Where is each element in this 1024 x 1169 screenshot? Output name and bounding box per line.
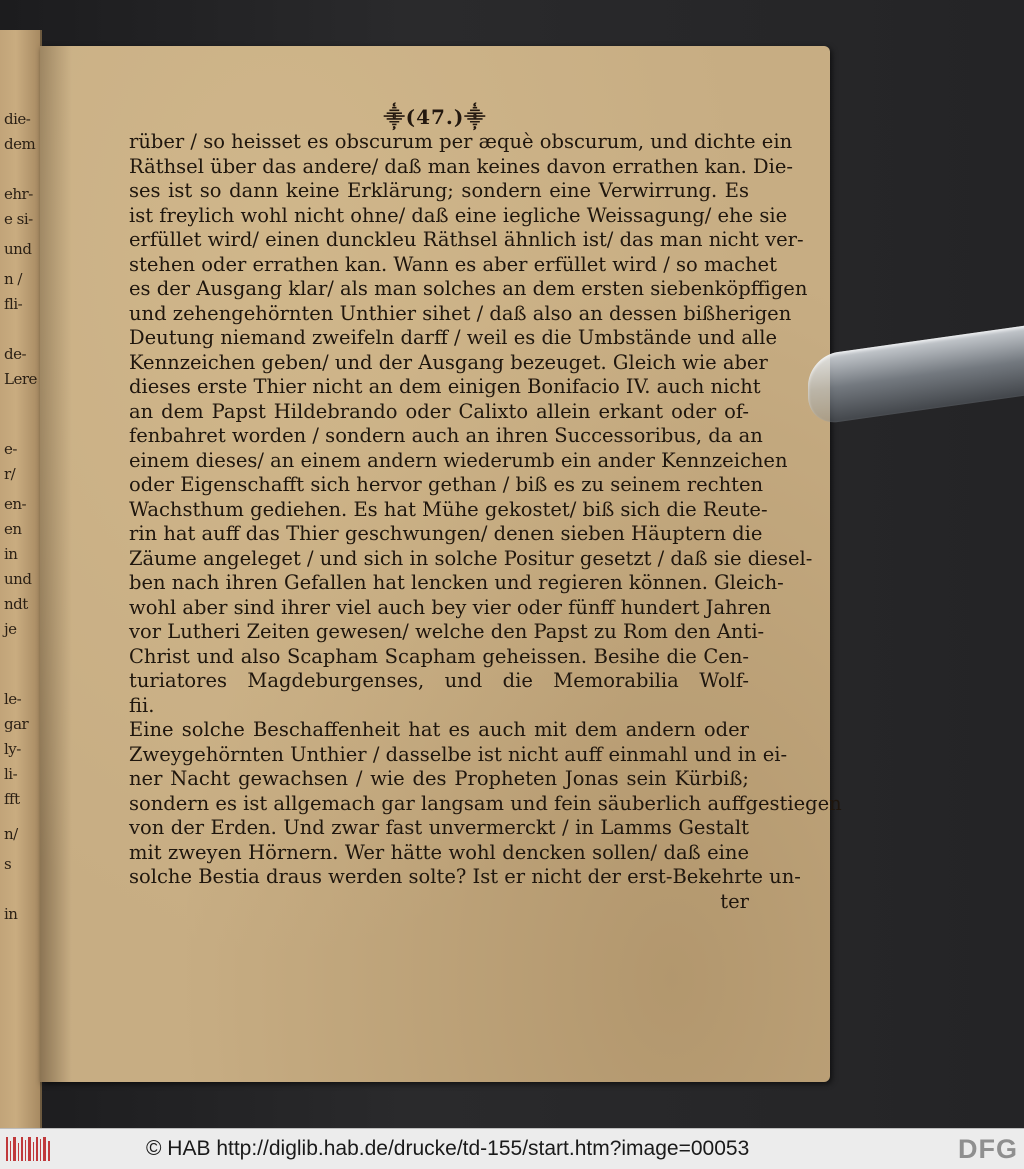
text-line: oder Eigenschafft sich hervor gethan / biß es zu seinem rechten	[129, 473, 764, 496]
footer-bar	[0, 1128, 1024, 1169]
text-line: ben nach ihren Gefallen hat lencken und regieren können. Gleich-	[129, 571, 784, 594]
left-page-fragment: ly-	[4, 740, 21, 758]
text-line: fii.	[129, 693, 155, 717]
dfg-logo: DFG	[958, 1134, 1018, 1164]
text-line: rüber / so heisset es obscurum per æquè obscurum, und dichte ein	[129, 130, 793, 153]
text-line: Wachsthum gediehen. Es hat Mühe gekostet/ biß sich die Reute-	[129, 497, 768, 521]
text-line: fenbahret worden / sondern auch an ihren Successoribus, da an	[129, 424, 763, 447]
text-line: ses ist so dann keine Erklärung; sondern eine Verwirrung. Es	[129, 179, 749, 202]
glass-page-holder	[808, 324, 1024, 426]
text-line: Zweygehörnten Unthier / dasselbe ist nicht auff einmahl und in ei-	[129, 742, 788, 766]
page-number: ⸎(47.)⸎	[383, 105, 487, 129]
left-page-fragment: n/	[4, 825, 18, 843]
left-page-fragment: ehr-	[4, 185, 33, 203]
text-line: Christ und also Scapham Scapham geheissen. Besihe die Cen-	[129, 644, 749, 668]
left-page-fragment: je	[4, 620, 17, 638]
left-page-fragment: e-	[4, 440, 17, 458]
text-line: einem dieses/ an einem andern wiederumb ein ander Kennzeichen	[129, 448, 788, 472]
left-page-fragment: dem	[4, 135, 36, 153]
book-page	[40, 46, 842, 1082]
page-text	[129, 130, 842, 914]
text-line: und zehengehörnten Unthier sihet / daß also an dessen bißherigen	[129, 301, 792, 325]
text-line: turiatores Magdeburgenses, und die Memorabilia Wolf-	[129, 669, 749, 692]
text-line: Kennzeichen geben/ und der Ausgang bezeuget. Gleich wie aber	[129, 350, 768, 374]
left-page-fragment: Lere	[4, 370, 37, 388]
left-page-fragment: und	[4, 240, 32, 258]
left-page-fragment: fli-	[4, 295, 23, 313]
text-line: ist freylich wohl nicht ohne/ daß eine iegliche Weissagung/ ehe sie	[129, 203, 788, 227]
left-page-fragment: die-	[4, 110, 31, 128]
text-line: Eine solche Beschaffenheit hat es auch mit dem andern oder	[129, 718, 749, 741]
left-page-fragment: in	[4, 545, 18, 563]
left-page-fragment: ndt	[4, 595, 28, 613]
barcode-icon	[6, 1137, 50, 1161]
text-line: von der Erden. Und zwar fast unvermerckt / in Lamms Gestalt	[129, 816, 749, 839]
left-page-fragment: und	[4, 570, 32, 588]
text-line: wohl aber sind ihrer viel auch bey vier oder fünff hundert Jahren	[129, 595, 772, 619]
left-page-fragment: li-	[4, 765, 18, 783]
text-line: vor Lutheri Zeiten gewesen/ welche den Papst zu Rom den Anti-	[129, 620, 765, 643]
text-line: erfüllet wird/ einen dunckleu Räthsel ähnlich ist/ das man nicht ver-	[129, 228, 804, 251]
text-line: es der Ausgang klar/ als man solches an dem ersten siebenköpffigen	[129, 277, 808, 300]
text-line: dieses erste Thier nicht an dem einigen Bonifacio IV. auch nicht	[129, 375, 761, 398]
left-page-fragment: gar	[4, 715, 29, 733]
text-line: sondern es ist allgemach gar langsam und fein säuberlich auffgestiegen	[129, 791, 842, 815]
text-line: Zäume angeleget / und sich in solche Positur gesetzt / daß sie diesel-	[129, 546, 813, 570]
text-line: ner Nacht gewachsen / wie des Propheten Jonas sein Kürbiß;	[129, 767, 749, 790]
left-page-fragment: s	[4, 855, 12, 873]
text-line: Räthsel über das andere/ daß man keines davon errathen kan. Die-	[129, 154, 794, 178]
left-page-fragment: in	[4, 905, 18, 923]
left-page-fragment: en-	[4, 495, 27, 513]
text-line: ter	[720, 889, 749, 913]
text-line: mit zweyen Hörnern. Wer hätte wohl dencken sollen/ daß eine	[129, 840, 749, 864]
text-line: Deutung niemand zweifeln darff / weil es die Umbstände und alle	[129, 326, 778, 349]
left-page-fragment: le-	[4, 690, 22, 708]
text-line: an dem Papst Hildebrando oder Calixto allein erkant oder of-	[129, 399, 749, 423]
text-line: solche Bestia draus werden solte? Ist er nicht der erst-Bekehrte un-	[129, 865, 801, 888]
left-page-fragment: e si-	[4, 210, 33, 228]
left-page-fragment: de-	[4, 345, 27, 363]
left-page-fragment: en	[4, 520, 22, 538]
left-page-edge	[0, 30, 42, 1128]
left-page-fragment: r/	[4, 465, 16, 483]
left-page-fragment: fft	[4, 790, 20, 808]
copyright-link[interactable]: © HAB http://diglib.hab.de/drucke/td-155/start.htm?image=00053	[146, 1137, 750, 1160]
text-line: stehen oder errathen kan. Wann es aber erfüllet wird / so machet	[129, 252, 777, 276]
text-line: rin hat auff das Thier geschwungen/ denen sieben Häuptern die	[129, 522, 763, 545]
left-page-fragment: n /	[4, 270, 22, 288]
